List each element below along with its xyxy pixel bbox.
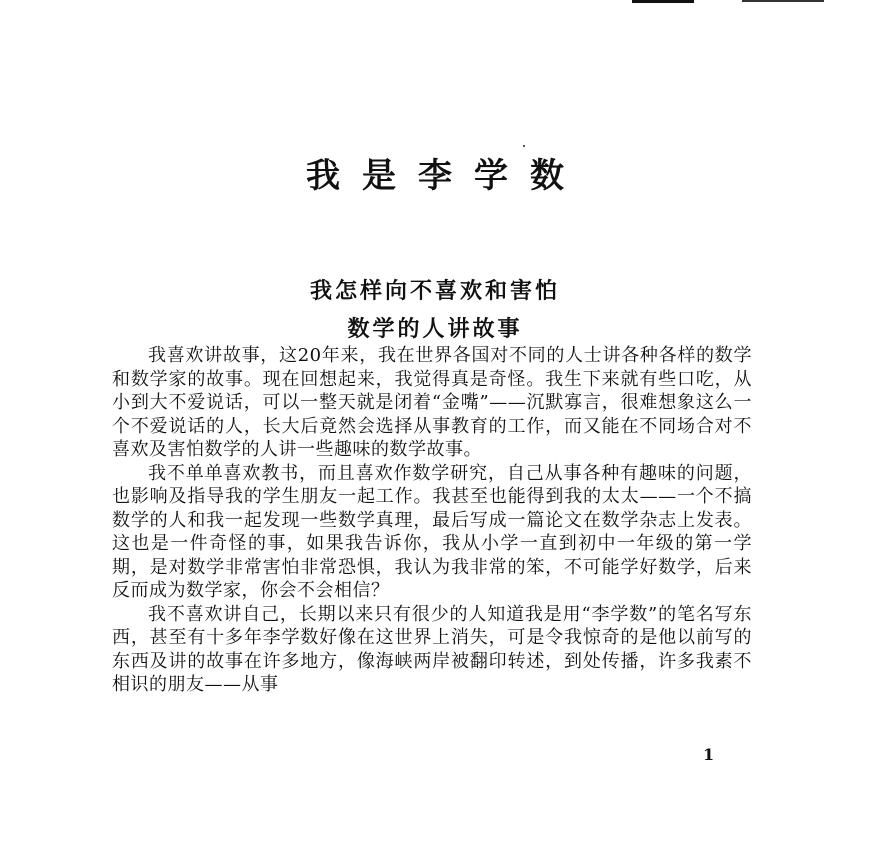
scan-mark [742,0,824,2]
chapter-title: 我是李学数 [306,156,586,196]
scan-speck [523,145,525,147]
paragraph-3: 我不喜欢讲自己，长期以来只有很少的人知道我是用“李学数”的笔名写东西，甚至有十多年李学数好像在这世界上消失，可是令我惊奇的是他以前写的东西及讲的故事在许多地方，像海峡两岸被翻印转述，到处传播，许多我素不相识的朋友——从事 [112,603,752,695]
body-text [112,344,752,697]
section-title [0,272,870,348]
page-number: 1 [703,745,715,764]
section-title-line-2: 数学的人讲故事 [347,316,523,342]
section-title-line-1: 我怎样向不喜欢和害怕 [309,278,560,304]
paragraph-2: 我不单单喜欢教书，而且喜欢作数学研究，自己从事各种有趣味的问题，也影响及指导我的学生朋友一起工作。我甚至也能得到我的太太——一个不搞数学的人和我一起发现一些数学真理，最后写成一篇论文在数学杂志上发表。这也是一件奇怪的事，如果我告诉你，我从小学一直到初中一年级的第一学期，是对数学非常害怕非常恐惧，我认为我非常的笨，不可能学好数学，后来反而成为数学家，你会不会相信？ [112,462,752,601]
scan-mark [632,0,694,3]
paragraph-1: 我喜欢讲故事，这20年来，我在世界各国对不同的人士讲各种各样的数学和数学家的故事。现在回想起来，我觉得真是奇怪。我生下来就有些口吃，从小到大不爱说话，可以一整天就是闭着“金嘴”——沉默寡言，很难想象这么一个不爱说话的人，长大后竟然会选择从事教育的工作，而又能在不同场合对不喜欢及害怕数学的人讲一些趣味的数学故事。 [112,345,752,460]
